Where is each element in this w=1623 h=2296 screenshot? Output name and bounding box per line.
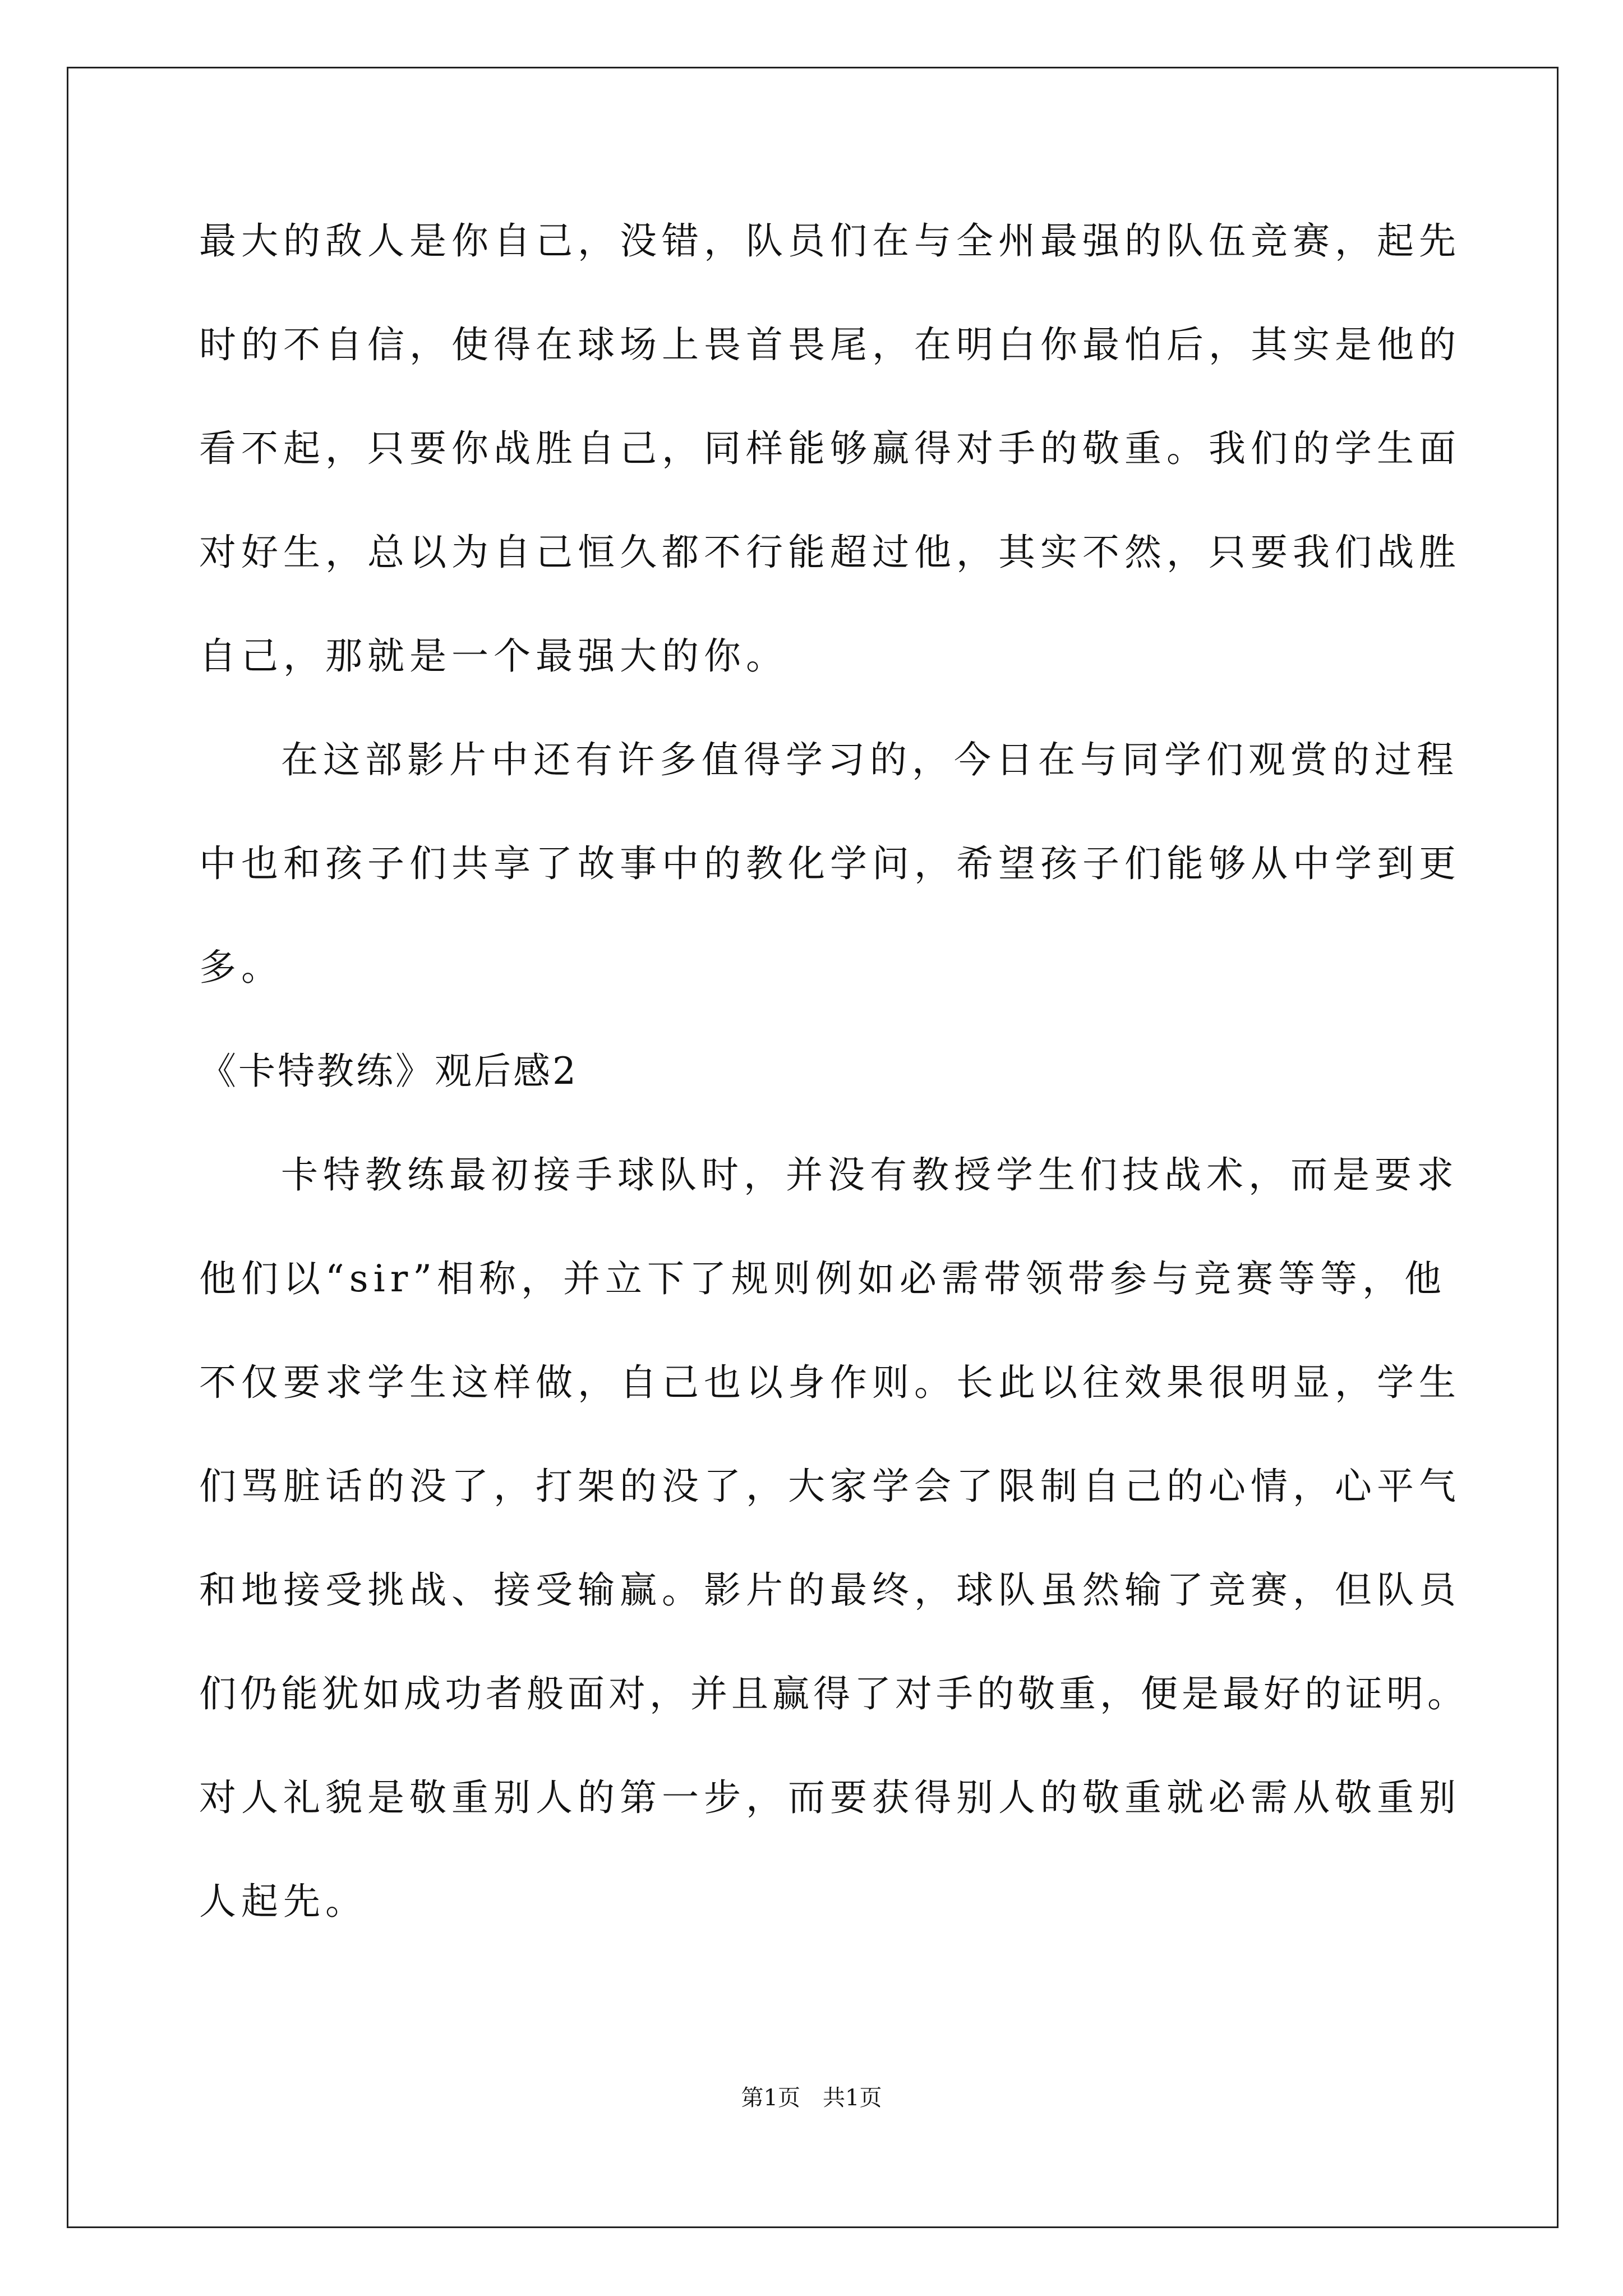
paragraph-1-line-3: 看不起，只要你战胜自己，同样能够赢得对手的敬重。我们的学生面 (199, 427, 1461, 470)
paragraph-3-line-7: 对人礼貌是敬重别人的第一步，而要获得别人的敬重就必需从敬重别 (199, 1776, 1461, 1819)
paragraph-2-line-2: 中也和孩子们共享了故事中的教化学问，希望孩子们能够从中学到更 (199, 842, 1461, 885)
paragraph-1-line-4: 对好生，总以为自己恒久都不行能超过他，其实不然，只要我们战胜 (199, 531, 1461, 574)
paragraph-2-line-1: 在这部影片中还有许多值得学习的，今日在与同学们观赏的过程 (281, 738, 1459, 781)
paragraph-1-line-5: 自己，那就是一个最强大的你。 (199, 634, 788, 678)
paragraph-3-line-1: 卡特教练最初接手球队时，并没有教授学生们技战术，而是要求 (281, 1153, 1459, 1197)
paragraph-3-line-2: 他们以“sir”相称，并立下了规则例如必需带领带参与竞赛等等，他 (199, 1257, 1447, 1300)
page-number-footer: 第1页 共1页 (741, 2085, 882, 2111)
section-title: 《卡特教练》观后感2 (199, 1050, 578, 1093)
paragraph-3-line-6: 们仍能犹如成功者般面对，并且赢得了对手的敬重，便是最好的证明。 (199, 1672, 1468, 1715)
paragraph-1-line-2: 时的不自信，使得在球场上畏首畏尾，在明白你最怕后，其实是他的 (199, 323, 1461, 366)
paragraph-3-line-5: 和地接受挑战、接受输赢。影片的最终，球队虽然输了竞赛，但队员 (199, 1568, 1461, 1612)
paragraph-2-line-3: 多。 (199, 946, 283, 989)
paragraph-3-line-8: 人起先。 (199, 1880, 367, 1923)
paragraph-1-line-1: 最大的敌人是你自己，没错，队员们在与全州最强的队伍竞赛，起先 (199, 219, 1461, 263)
paragraph-3-line-3: 不仅要求学生这样做，自己也以身作则。长此以往效果很明显，学生 (199, 1361, 1461, 1404)
paragraph-3-line-4: 们骂脏话的没了，打架的没了，大家学会了限制自己的心情，心平气 (199, 1465, 1461, 1508)
